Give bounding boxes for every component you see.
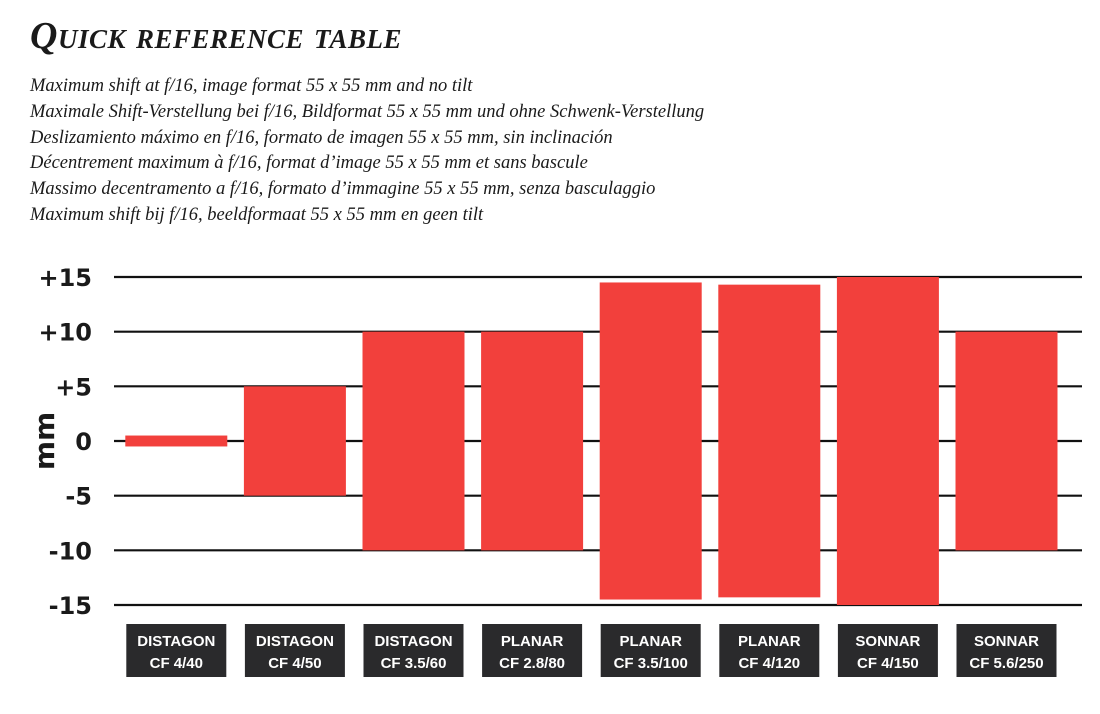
y-tick-label: +10	[38, 318, 92, 347]
category-label-line1: DISTAGON	[255, 633, 334, 650]
subtitle-list	[30, 74, 704, 229]
y-tick-label: -5	[65, 482, 92, 511]
subtitle-english: Maximum shift at f/16, image format 55 x 55 mm and no tilt	[30, 76, 473, 96]
bar	[125, 436, 227, 447]
bar	[600, 282, 702, 599]
y-tick-label: -10	[48, 537, 92, 566]
bar	[481, 332, 583, 551]
subtitle-dutch: Maximum shift bij f/16, beeldformaat 55 x 55 mm en geen tilt	[30, 204, 484, 225]
category-label-line2: CF 4/120	[738, 655, 801, 672]
y-tick-label: +5	[55, 373, 92, 402]
subtitle-spanish: Deslizamiento máximo en f/16, formato de imagen 55 x 55 mm, sin inclinación	[30, 127, 613, 148]
category-label-line1: PLANAR	[738, 633, 801, 650]
subtitle-german: Maximale Shift-Verstellung bei f/16, Bildformat 55 x 55 mm und ohne Schwenk-Verstellung	[30, 101, 705, 122]
shift-range-chart	[0, 250, 1100, 710]
subtitle-french: Décentrement maximum à f/16, format d’image 55 x 55 mm et sans bascule	[30, 153, 588, 174]
category-label-line1: PLANAR	[619, 633, 682, 650]
y-tick-label: +15	[38, 264, 92, 292]
category-label-line2: CF 3.5/100	[613, 655, 688, 672]
bar	[956, 332, 1058, 551]
bar	[718, 285, 820, 598]
category-label-line1: DISTAGON	[374, 633, 453, 650]
category-label-line2: CF 3.5/60	[380, 655, 447, 672]
category-label-line2: CF 4/150	[857, 655, 919, 672]
bar	[244, 386, 346, 495]
category-label-line1: SONNAR	[973, 633, 1040, 650]
category-label-line2: CF 2.8/80	[499, 655, 566, 672]
y-tick-label: 0	[75, 428, 92, 456]
bar	[837, 277, 939, 605]
chart-title: Quick reference table	[30, 15, 403, 57]
category-label-line1: SONNAR	[855, 633, 921, 650]
y-axis-label: mm	[28, 411, 61, 471]
category-label-line2: CF 4/50	[268, 655, 322, 672]
subtitle-italian: Massimo decentramento a f/16, formato d’immagine 55 x 55 mm, senza basculaggio	[30, 179, 656, 200]
category-label-line1: DISTAGON	[137, 633, 216, 650]
category-label-line2: CF 5.6/250	[969, 655, 1044, 672]
category-label-line2: CF 4/40	[149, 655, 203, 672]
category-label-line1: PLANAR	[500, 633, 564, 650]
bar	[363, 332, 465, 551]
y-tick-label: -15	[48, 592, 92, 620]
